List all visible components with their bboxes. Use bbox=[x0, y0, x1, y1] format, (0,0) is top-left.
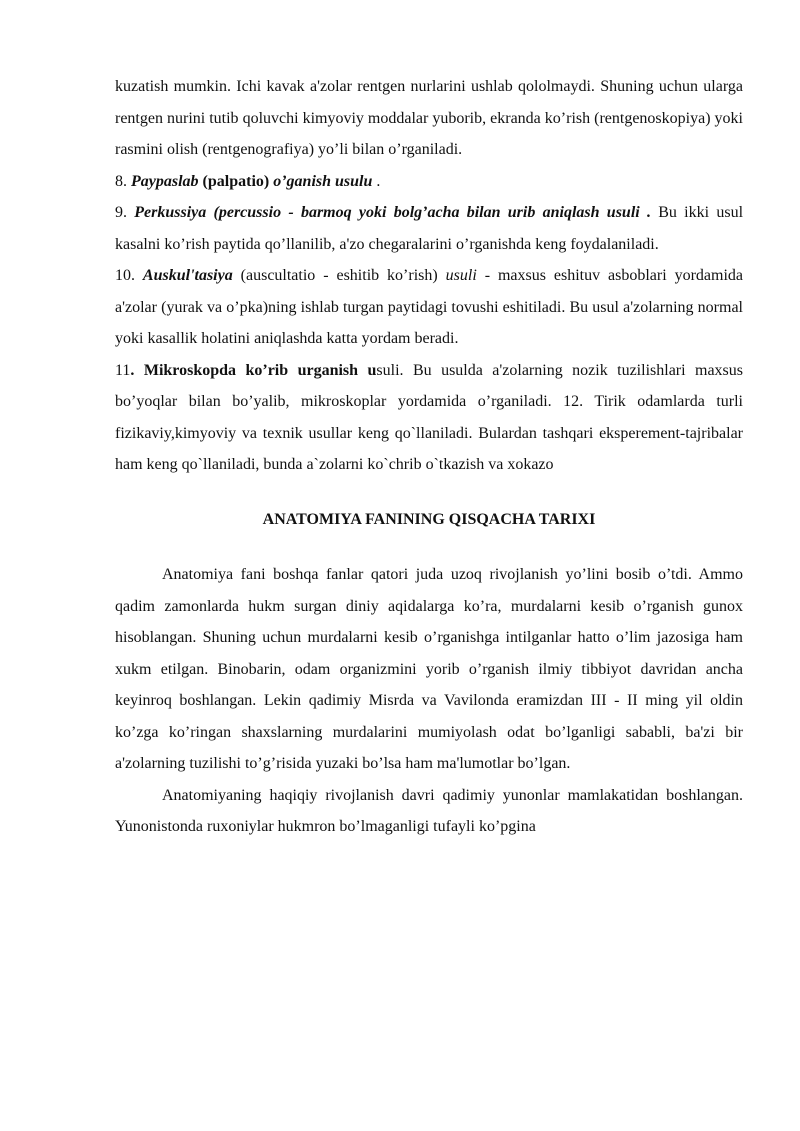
term: Paypaslab bbox=[131, 172, 199, 190]
term: . Mikroskopda ko’rib urganish u bbox=[130, 361, 377, 379]
term-latin: (auscultatio - eshitib ko’rish) bbox=[232, 267, 446, 284]
paragraph-history-1: Anatomiya fani boshqa fanlar qatori juda uzoq rivojlanish yo’lini bosib o’tdi. Ammo qadim zamonlarda hukm surgan diniy aqidalarga ko’ra, murdalarni kesib o’rganish gunox hisoblangan. Shuning uchun murdalarni kesib o’rganishga intilganlar hatto o’lim jazosiga ham xukm etilgan. Binobarin, odam organizmini yorib o’rganish ilmiy tibbiyot davridan ancha keyinroq boshlangan. Lekin qadimiy Misrda va Vavilonda eramizdan III - II ming yil oldin ko’zga ko’ringan shaxslarning murdalarini mumiyolash odat bo’lganligi sababli, ba'zi bir a'zolarning tuzilishi to’g’risida yuzaki bo’lsa ham ma'lumotlar bo’lgan. bbox=[115, 566, 743, 772]
item-number: 11 bbox=[115, 361, 131, 379]
item-9-percussion bbox=[115, 197, 743, 260]
term-method: usuli bbox=[445, 267, 477, 284]
item-number: 10. bbox=[115, 267, 143, 284]
item-number: 8. bbox=[115, 172, 131, 190]
term-latin: (palpatio) bbox=[198, 172, 274, 190]
item-tail: . bbox=[372, 172, 381, 190]
item-body: suli. Bu usulda a'zolarning nozik tuzilishlari maxsus bo’yoqlar bilan bo’yalib, mikroskoplar yordamida o’rganiladi. 12. Tirik odamlarda turli fizikaviy,kimyoviy va texnik usullar keng qo`llaniladi. Bulardan tashqari eksperement-tajribalar ham keng qo`llaniladi, bunda a`zolarni ko`chrib o`tkazish va xokazo bbox=[115, 361, 744, 473]
item-10-auscultation bbox=[115, 260, 743, 355]
item-8-palpation bbox=[115, 166, 743, 198]
item-body: Bu ikki usul kasalni ko’rish paytida qo’llanilib, a'zo chegaralarini o’rganishda keng foydalaniladi. bbox=[115, 204, 744, 253]
term-method: o’ganish usulu bbox=[273, 172, 373, 190]
paragraph-xray: kuzatish mumkin. Ichi kavak a'zolar rentgen nurlarini ushlab qololmaydi. Shuning uchun ularga rentgen nurini tutib qoluvchi kimyoviy moddalar yuborib, ekranda ko’rish (rentgenoskopiya) yoki rasmini olish (rentgenografiya) yo’li bilan o’rganiladi. bbox=[115, 78, 743, 158]
term: Auskul'tasiya bbox=[142, 267, 233, 284]
document-page bbox=[115, 71, 743, 843]
item-number: 9. bbox=[115, 204, 135, 221]
section-heading: ANATOMIYA FANINING QISQACHA TARIXI bbox=[262, 510, 596, 528]
paragraph-history-2: Anatomiyaning haqiqiy rivojlanish davri qadimiy yunonlar mamlakatidan boshlangan. Yunonistonda ruxoniylar hukmron bo’lmaganligi tufayli ko’pgina bbox=[115, 786, 743, 835]
item-11-microscopy bbox=[115, 355, 743, 481]
term: Perkussiya (percussio - barmoq yoki bolg’acha bilan urib aniqlash usuli . bbox=[134, 204, 651, 221]
item-body: - maxsus eshituv asboblari yordamida a'zolar (yurak va o’pka)ning ishlab turgan paytidagi tovushi eshitiladi. Bu usul a'zolarning normal yoki kasallik holatini aniqlashda katta yordam beradi. bbox=[115, 267, 743, 347]
